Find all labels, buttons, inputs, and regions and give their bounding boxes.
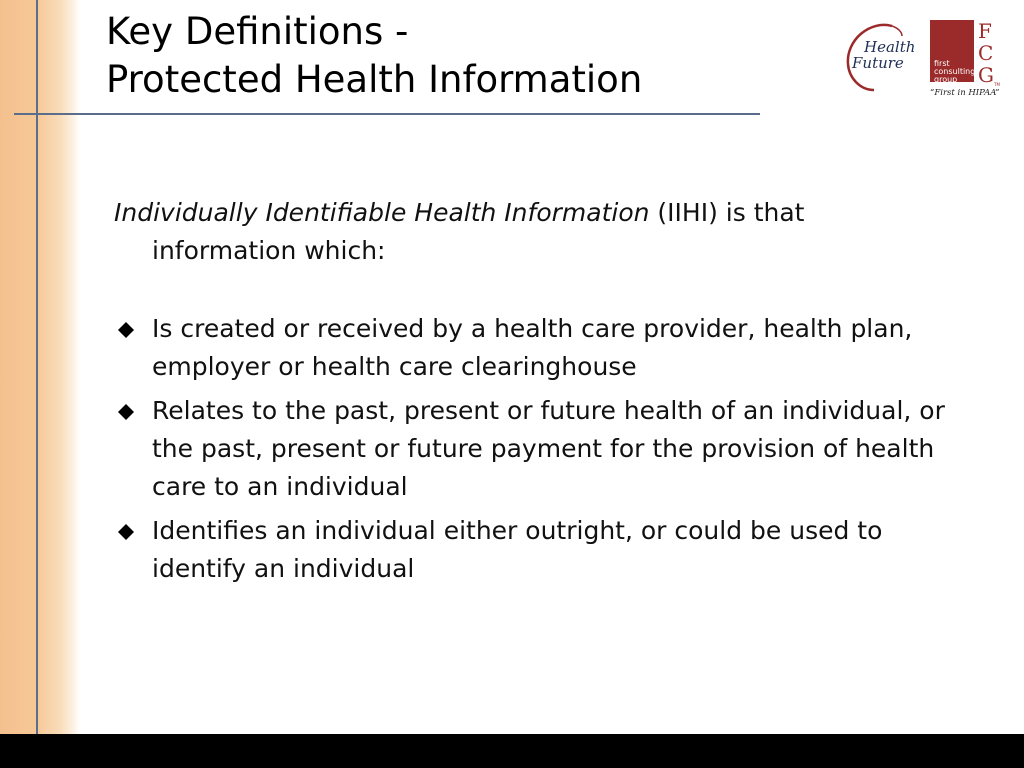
title-line-2: Protected Health Information — [106, 58, 643, 101]
fcg-text-group: group — [934, 75, 958, 84]
title-underline-rule — [14, 113, 760, 115]
bullet-text: Relates to the past, present or future health of an individual, or the past, present or future payment for the provision of health care to an individual — [152, 396, 945, 501]
list-item — [114, 392, 954, 506]
health-future-line2: Future — [852, 54, 904, 72]
health-future-logo — [840, 18, 920, 94]
title-line-1: Key Definitions - — [106, 10, 409, 53]
list-item — [114, 512, 954, 588]
intro-italic-term: Individually Identifiable Health Information — [114, 198, 650, 227]
diamond-bullet-icon — [118, 322, 134, 338]
slide-body — [114, 194, 954, 594]
fcg-letter-g: G — [978, 63, 994, 87]
fcg-letter-f: F — [978, 19, 992, 43]
fcg-tm: TM — [994, 82, 1000, 87]
intro-rest: (IIHI) is that information which: — [152, 198, 805, 265]
slide-title — [106, 8, 642, 104]
health-future-line1: Health — [864, 38, 916, 56]
bullet-text: Is created or received by a health care provider, health plan, employer or health care clearinghouse — [152, 314, 913, 381]
list-item — [114, 310, 954, 386]
diamond-bullet-icon — [118, 524, 134, 540]
fcg-logo — [928, 18, 1004, 98]
definition-bullet-list — [114, 310, 954, 588]
bottom-black-bar — [0, 734, 1024, 768]
fcg-letter-c: C — [978, 41, 994, 65]
fcg-tagline: “First in HIPAA” — [930, 88, 1000, 98]
fcg-text-consulting: consulting — [934, 67, 976, 76]
intro-paragraph — [114, 194, 954, 270]
bullet-text: Identifies an individual either outright, or could be used to identify an individual — [152, 516, 883, 583]
diamond-bullet-icon — [118, 404, 134, 420]
left-decorative-band — [0, 0, 80, 734]
fcg-text-first: first — [934, 59, 950, 68]
